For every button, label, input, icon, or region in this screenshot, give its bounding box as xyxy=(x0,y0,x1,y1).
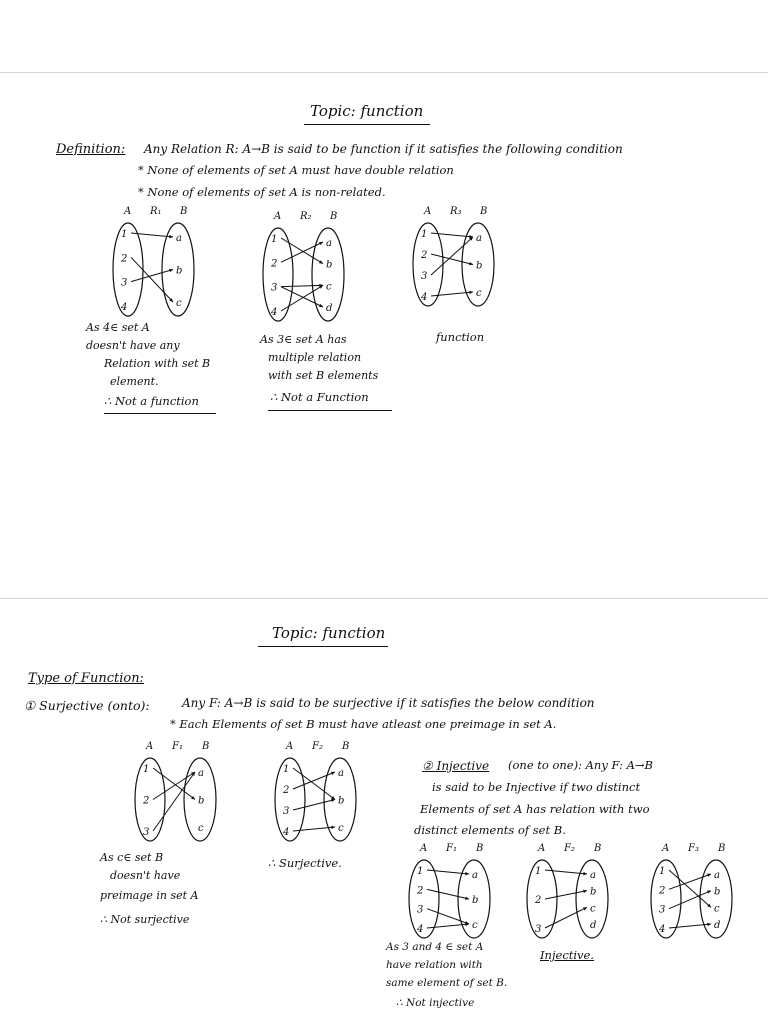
mapping-arrow xyxy=(669,874,711,889)
set-a-element: 3 xyxy=(283,806,290,817)
set-a-element: 3 xyxy=(421,271,428,282)
set-b-element: c xyxy=(714,903,720,915)
set-b-element: d xyxy=(714,920,721,931)
note-line: doesn't have any xyxy=(86,339,180,352)
set-b-element: b xyxy=(338,795,345,807)
arrow-head xyxy=(465,896,469,899)
set-b-element: c xyxy=(476,288,482,299)
set-a-element: 3 xyxy=(143,827,150,838)
set-a-element: 4 xyxy=(421,292,428,303)
set-a-element: 4 xyxy=(121,302,128,313)
set-a-element: 2 xyxy=(421,250,428,261)
set-a-element: 3 xyxy=(121,277,128,289)
set-b-element: a xyxy=(198,768,204,779)
page2-title-underline xyxy=(258,646,388,647)
set-a-element: 4 xyxy=(417,924,424,935)
set-a-element: 4 xyxy=(659,924,666,935)
set-a-label: A xyxy=(424,206,432,217)
set-b-element: c xyxy=(176,298,182,309)
mapping-arrow xyxy=(427,909,469,924)
note-line: same element of set B. xyxy=(386,977,508,989)
set-b-element: a xyxy=(176,233,182,244)
mapping-arrow xyxy=(669,891,711,909)
relation-label: R₂ xyxy=(300,211,312,222)
page1-top-edge xyxy=(0,72,768,73)
note-conclusion: ∴ Not surjective xyxy=(100,913,190,926)
relation-label: F₃ xyxy=(688,843,699,854)
note-line: As 3∈ set A has xyxy=(260,333,347,346)
set-a-element: 3 xyxy=(535,924,542,935)
set-b-label: B xyxy=(480,206,488,217)
set-b-element: b xyxy=(476,260,483,272)
condition-1: * None of elements of set A must have double relation xyxy=(138,163,454,177)
injective-line: (one to one): Any F: A→B xyxy=(508,758,653,772)
set-a-element: 2 xyxy=(121,253,128,265)
definition-label: Definition: xyxy=(56,142,126,157)
set-a-element: 2 xyxy=(283,785,290,796)
note-line: element. xyxy=(110,375,159,388)
note-surjective: ∴ Surjective. xyxy=(268,856,342,870)
note-line: As 3 and 4 ∈ set A xyxy=(386,941,484,953)
set-a-element: 1 xyxy=(121,229,128,240)
set-b-element: a xyxy=(338,768,344,779)
note-line: Relation with set B xyxy=(104,357,211,370)
injective-diagram-f2 xyxy=(514,842,624,947)
note-injective: Injective. xyxy=(540,948,595,962)
set-b-label: B xyxy=(718,843,726,854)
set-a-element: 3 xyxy=(417,904,424,916)
note-underline xyxy=(104,413,216,414)
set-a-label: A xyxy=(274,211,282,222)
page2-title: Topic: function xyxy=(272,624,386,642)
note-line: with set B elements xyxy=(268,369,379,382)
surjective-label: ① Surjective (onto): xyxy=(24,698,150,713)
set-b-element: d xyxy=(326,303,333,314)
set-b-element: b xyxy=(326,259,333,271)
page1-title: Topic: function xyxy=(310,102,424,120)
mapping-arrow xyxy=(669,870,711,907)
set-b-label: B xyxy=(342,741,350,752)
set-a-element: 3 xyxy=(659,904,666,916)
relation-label: R₃ xyxy=(450,206,462,217)
set-a-label: A xyxy=(420,843,428,854)
relation-label: F₁ xyxy=(172,741,183,752)
mapping-arrow xyxy=(153,772,195,831)
condition-2: * None of elements of set A is non-related. xyxy=(138,185,386,199)
relation-label: F₁ xyxy=(446,843,457,854)
mapping-arrow xyxy=(545,907,587,928)
set-a-element: 1 xyxy=(417,866,424,877)
set-b-label: B xyxy=(180,206,188,217)
set-a-label: A xyxy=(662,843,670,854)
note-line: doesn't have xyxy=(110,869,181,882)
types-heading: Type of Function: xyxy=(28,671,144,686)
set-b-element: a xyxy=(472,870,478,881)
set-a-element: 1 xyxy=(271,234,278,245)
set-b-element: a xyxy=(476,233,482,244)
note-underline xyxy=(268,410,392,411)
surjective-condition: * Each Elements of set B must have atleast one preimage in set A. xyxy=(170,717,557,731)
set-a-element: 1 xyxy=(421,229,428,240)
mapping-arrow xyxy=(293,800,335,811)
set-b-element: b xyxy=(714,886,721,898)
relation-diagram-r2 xyxy=(250,210,380,330)
note-conclusion: ∴ Not a Function xyxy=(270,390,369,404)
arrow-head xyxy=(583,890,587,893)
mapping-arrow xyxy=(545,891,587,899)
note-function-r3: function xyxy=(436,330,485,344)
set-a-element: 2 xyxy=(417,885,424,897)
set-b-element: b xyxy=(590,886,597,898)
set-b-element: c xyxy=(338,823,344,834)
note-line: have relation with xyxy=(386,959,483,971)
relation-diagram-r1 xyxy=(100,205,230,325)
injective-line: Elements of set A has relation with two xyxy=(420,802,650,816)
relation-label: R₁ xyxy=(150,206,162,217)
set-b-element: a xyxy=(714,870,720,881)
set-b-element: b xyxy=(472,895,479,906)
note-line: preimage in set A xyxy=(100,889,199,902)
set-a-element: 1 xyxy=(143,764,150,775)
relation-diagram-r3 xyxy=(400,205,530,315)
set-a-element: 1 xyxy=(283,764,290,775)
set-a-element: 2 xyxy=(535,895,542,906)
arrow-head xyxy=(707,874,711,877)
set-a-element: 2 xyxy=(143,795,150,807)
set-b-element: c xyxy=(590,903,596,915)
set-b-label: B xyxy=(594,843,602,854)
surjective-text: Any F: A→B is said to be surjective if it satisfies the below condition xyxy=(182,696,595,710)
set-b-element: a xyxy=(590,870,596,881)
page1-title-underline xyxy=(304,124,430,125)
set-a-element: 3 xyxy=(271,282,278,294)
set-a-element: 4 xyxy=(283,827,290,838)
page-separator xyxy=(0,598,768,599)
set-a-label: A xyxy=(286,741,294,752)
set-b-label: B xyxy=(202,741,210,752)
relation-label: F₂ xyxy=(312,741,323,752)
mapping-arrow xyxy=(293,772,335,789)
set-b-label: B xyxy=(330,211,338,222)
mapping-arrow xyxy=(293,768,335,800)
injective-diagram-f3 xyxy=(638,842,748,947)
set-b-element: d xyxy=(590,920,597,931)
set-b-element: c xyxy=(198,823,204,834)
note-line: As 4∈ set A xyxy=(86,321,150,334)
surjective-diagram-f1 xyxy=(122,740,232,850)
surjective-diagram-f2 xyxy=(262,740,382,850)
set-a-element: 4 xyxy=(271,307,278,318)
set-b-element: c xyxy=(326,281,332,293)
mapping-arrow xyxy=(281,285,323,286)
set-b-element: b xyxy=(198,795,205,807)
note-conclusion: ∴ Not injective xyxy=(396,997,475,1009)
set-a-label: A xyxy=(538,843,546,854)
injective-label: ② Injective xyxy=(422,759,490,773)
mapping-arrow xyxy=(427,889,469,899)
note-line: multiple relation xyxy=(268,351,362,364)
set-a-label: A xyxy=(146,741,154,752)
definition-text: Any Relation R: A→B is said to be function if it satisfies the following condition xyxy=(144,142,623,156)
note-conclusion: ∴ Not a function xyxy=(104,394,199,408)
set-b-element: c xyxy=(472,920,478,931)
set-b-element: b xyxy=(176,265,183,277)
set-b-label: B xyxy=(476,843,484,854)
set-b-element: a xyxy=(326,238,332,249)
note-line: As c∈ set B xyxy=(100,851,164,864)
set-a-label: A xyxy=(124,206,132,217)
injective-line: is said to be Injective if two distinct xyxy=(432,780,641,794)
injective-diagram-f1 xyxy=(396,842,506,947)
set-a-element: 1 xyxy=(535,866,542,877)
set-a-element: 1 xyxy=(659,866,666,877)
mapping-arrow xyxy=(153,768,195,800)
relation-label: F₂ xyxy=(564,843,575,854)
injective-line: distinct elements of set B. xyxy=(414,823,566,837)
set-a-element: 2 xyxy=(271,258,278,270)
set-a-element: 2 xyxy=(659,885,666,897)
